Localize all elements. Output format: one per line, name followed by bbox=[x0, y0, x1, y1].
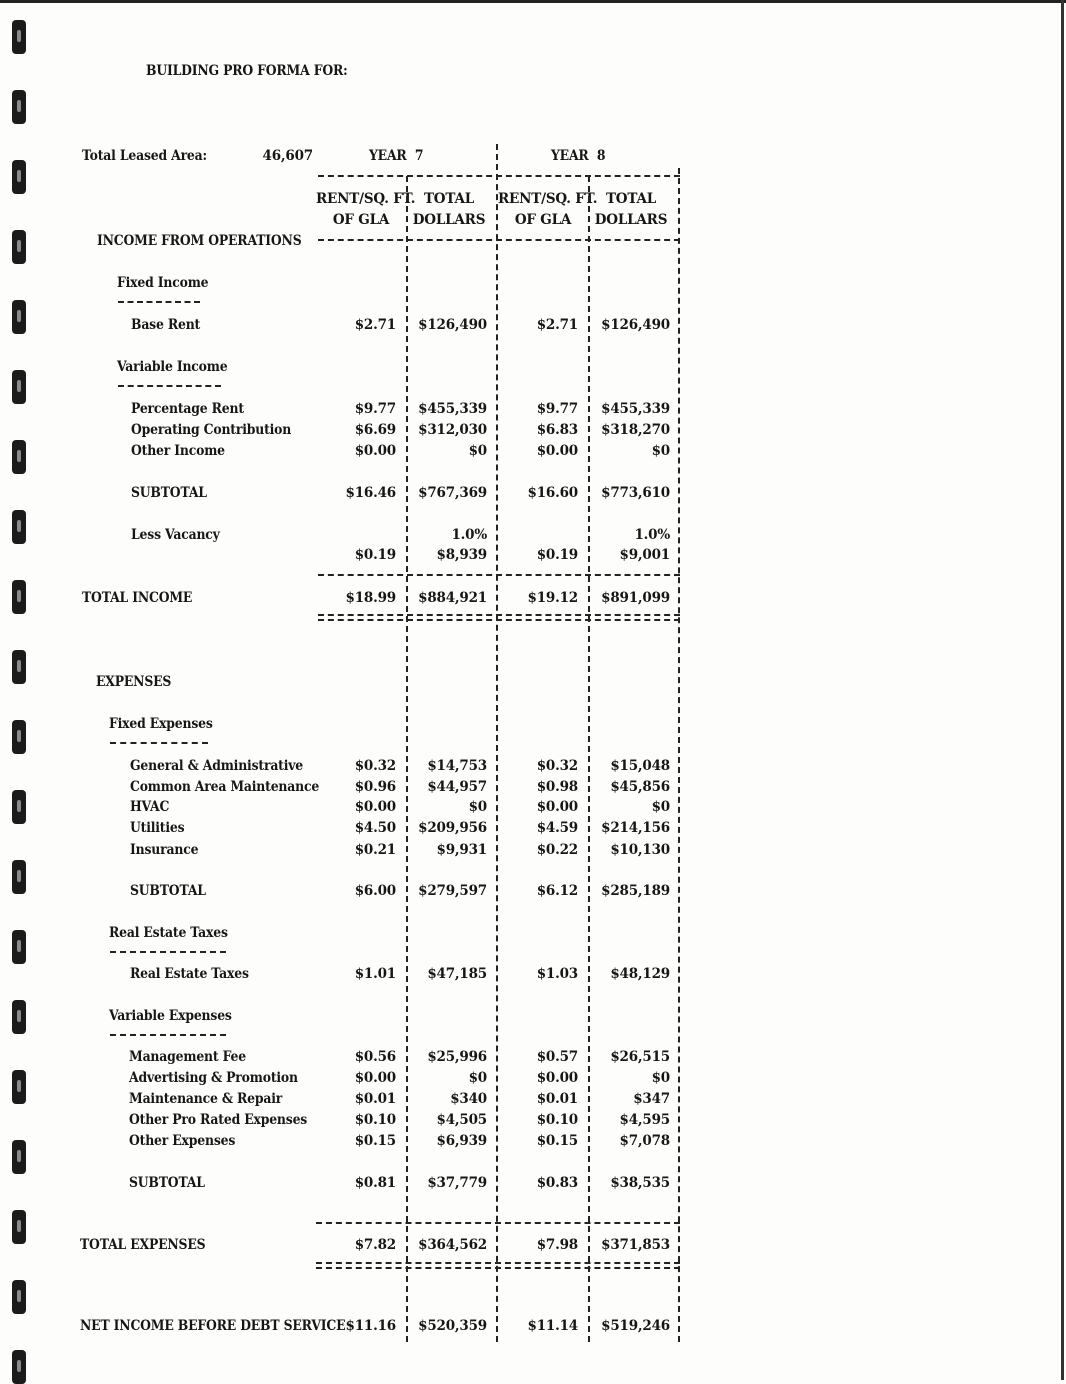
y7-rent-value: $0.00 bbox=[354, 1070, 396, 1086]
y7-rent-value: $0.15 bbox=[354, 1133, 396, 1149]
y7-total-value: $209,956 bbox=[418, 820, 487, 836]
y8-rent-value: $0.15 bbox=[536, 1133, 578, 1149]
y8-rent-value: $0.10 bbox=[536, 1112, 578, 1128]
y8-total-value: $0 bbox=[651, 443, 670, 459]
y7-rent-value: $18.99 bbox=[345, 590, 396, 606]
y8-total-value: $891,099 bbox=[601, 590, 670, 606]
binder-hole bbox=[12, 230, 26, 264]
y8-rent-header-2: OF GLA bbox=[514, 212, 572, 228]
y8-rent-value: $16.60 bbox=[527, 485, 578, 501]
y8-rent-value: $1.03 bbox=[536, 966, 578, 982]
y7-total-value: $9,931 bbox=[436, 842, 487, 858]
row-label: NET INCOME BEFORE DEBT SERVICE bbox=[80, 1318, 346, 1334]
header-top-rule bbox=[318, 175, 680, 177]
y8-rent-value: $0.98 bbox=[536, 779, 578, 795]
row-label: General & Administrative bbox=[130, 758, 304, 774]
y7-total-value: $340 bbox=[450, 1091, 487, 1107]
y8-rent-value: $9.77 bbox=[536, 401, 578, 417]
row-label: TOTAL EXPENSES bbox=[80, 1237, 206, 1253]
y8-total-value: $318,270 bbox=[601, 422, 670, 438]
row-label: Advertising & Promotion bbox=[129, 1070, 298, 1086]
row-label: HVAC bbox=[130, 799, 170, 815]
binder-hole bbox=[12, 1140, 26, 1174]
y7-rent-value: $0.32 bbox=[354, 758, 396, 774]
y8-rent-value: $7.98 bbox=[536, 1237, 578, 1253]
y8-total-value: $48,129 bbox=[610, 966, 670, 982]
y8-total-value: 1.0% bbox=[634, 527, 670, 543]
row-label: Other Pro Rated Expenses bbox=[129, 1112, 308, 1128]
row-label: Other Income bbox=[131, 443, 225, 459]
binder-hole bbox=[12, 1350, 26, 1384]
real-estate-taxes-underline bbox=[110, 951, 226, 953]
y7-total-value: $6,939 bbox=[436, 1133, 487, 1149]
y7-rent-value: $9.77 bbox=[354, 401, 396, 417]
y7-total-header-2: DOLLARS bbox=[412, 212, 486, 228]
y8-rent-value: $0.00 bbox=[536, 443, 578, 459]
y8-total-value: $15,048 bbox=[610, 758, 670, 774]
y7-total-value: $4,505 bbox=[436, 1112, 487, 1128]
y8-total-value: $285,189 bbox=[601, 883, 670, 899]
y8-total-value: $455,339 bbox=[601, 401, 670, 417]
y7-rent-value: $2.71 bbox=[354, 317, 396, 333]
y8-rent-value: $4.59 bbox=[536, 820, 578, 836]
y7-total-value: $0 bbox=[468, 1070, 487, 1086]
y7-rent-value: $0.56 bbox=[354, 1049, 396, 1065]
y7-total-value: 1.0% bbox=[451, 527, 487, 543]
row-label: TOTAL INCOME bbox=[82, 590, 193, 606]
section-fixed-expenses: Fixed Expenses bbox=[109, 716, 213, 732]
y8-total-value: $0 bbox=[651, 1070, 670, 1086]
y7-rent-value: $0.96 bbox=[354, 779, 396, 795]
row-label: Management Fee bbox=[129, 1049, 246, 1065]
y7-total-value: $279,597 bbox=[418, 883, 487, 899]
row-label: Common Area Maintenance bbox=[130, 779, 320, 795]
binder-hole bbox=[12, 510, 26, 544]
y8-rent-value: $0.22 bbox=[536, 842, 578, 858]
y8-rent-value: $11.14 bbox=[527, 1318, 578, 1334]
y8-rent-value: $0.19 bbox=[536, 547, 578, 563]
row-label: Operating Contribution bbox=[131, 422, 292, 438]
y8-rent-value: $6.83 bbox=[536, 422, 578, 438]
y7-rent-value: $0.10 bbox=[354, 1112, 396, 1128]
binder-hole bbox=[12, 300, 26, 334]
binder-hole bbox=[12, 1280, 26, 1314]
y8-total-value: $519,246 bbox=[601, 1318, 670, 1334]
year-8-heading: YEAR 8 bbox=[551, 148, 606, 164]
income-total-rule bbox=[318, 574, 680, 576]
section-fixed-income: Fixed Income bbox=[117, 275, 209, 291]
y8-rent-value: $0.32 bbox=[536, 758, 578, 774]
y7-rent-header-2: OF GLA bbox=[332, 212, 390, 228]
y7-rent-value: $6.69 bbox=[354, 422, 396, 438]
y7-rent-value: $1.01 bbox=[354, 966, 396, 982]
binder-hole bbox=[12, 720, 26, 754]
y8-total-value: $9,001 bbox=[619, 547, 670, 563]
row-label: Percentage Rent bbox=[131, 401, 244, 417]
binder-hole bbox=[12, 1000, 26, 1034]
binder-hole bbox=[12, 1070, 26, 1104]
y7-total-value: $25,996 bbox=[427, 1049, 487, 1065]
binder-hole bbox=[12, 370, 26, 404]
y8-total-value: $38,535 bbox=[610, 1175, 670, 1191]
y7-total-value: $47,185 bbox=[427, 966, 487, 982]
row-label: SUBTOTAL bbox=[131, 485, 207, 501]
y7-rent-value: $16.46 bbox=[345, 485, 396, 501]
y8-rent-value: $0.00 bbox=[536, 1070, 578, 1086]
y7-rent-header-1: RENT/SQ. FT. bbox=[316, 191, 416, 207]
expenses-double-rule bbox=[316, 1262, 680, 1269]
y7-rent-value: $7.82 bbox=[354, 1237, 396, 1253]
y8-rent-value: $0.57 bbox=[536, 1049, 578, 1065]
y8-total-header-1: TOTAL bbox=[605, 191, 657, 207]
year-7-heading: YEAR 7 bbox=[369, 148, 424, 164]
y7-rent-value: $0.00 bbox=[354, 443, 396, 459]
y7-total-value: $37,779 bbox=[427, 1175, 487, 1191]
row-label: SUBTOTAL bbox=[129, 1175, 205, 1191]
leased-area-label: Total Leased Area: bbox=[82, 148, 207, 164]
y8-total-header-2: DOLLARS bbox=[594, 212, 668, 228]
fixed-expenses-underline bbox=[110, 742, 208, 744]
y7-total-value: $312,030 bbox=[418, 422, 487, 438]
y7-rent-value: $0.21 bbox=[354, 842, 396, 858]
y7-rent-value: $0.00 bbox=[354, 799, 396, 815]
y7-total-header-1: TOTAL bbox=[423, 191, 475, 207]
section-income-operations: INCOME FROM OPERATIONS bbox=[97, 233, 302, 249]
y8-rent-value: $0.83 bbox=[536, 1175, 578, 1191]
y8-rent-value: $0.01 bbox=[536, 1091, 578, 1107]
y7-rent-value: $11.16 bbox=[345, 1318, 396, 1334]
y7-rent-value: $0.01 bbox=[354, 1091, 396, 1107]
binder-hole bbox=[12, 20, 26, 54]
row-label: Maintenance & Repair bbox=[129, 1091, 283, 1107]
y8-total-value: $4,595 bbox=[619, 1112, 670, 1128]
binder-hole bbox=[12, 930, 26, 964]
expenses-total-rule bbox=[316, 1222, 680, 1224]
row-label: Other Expenses bbox=[129, 1133, 236, 1149]
income-double-rule bbox=[318, 614, 680, 621]
y7-total-value: $0 bbox=[468, 443, 487, 459]
page-edge-top bbox=[0, 0, 1066, 3]
y8-total-value: $26,515 bbox=[610, 1049, 670, 1065]
leased-area-value: 46,607 bbox=[262, 148, 313, 164]
y8-rent-value: $19.12 bbox=[527, 590, 578, 606]
binder-hole bbox=[12, 860, 26, 894]
page-edge-right bbox=[1061, 0, 1064, 1380]
y7-total-value: $455,339 bbox=[418, 401, 487, 417]
y8-rent-header-1: RENT/SQ. FT. bbox=[498, 191, 598, 207]
header-bottom-rule bbox=[318, 239, 680, 241]
y8-total-value: $214,156 bbox=[601, 820, 670, 836]
y8-total-value: $773,610 bbox=[601, 485, 670, 501]
row-label: Real Estate Taxes bbox=[130, 966, 249, 982]
section-expenses: EXPENSES bbox=[96, 674, 172, 690]
y8-rent-value: $2.71 bbox=[536, 317, 578, 333]
row-label: SUBTOTAL bbox=[130, 883, 206, 899]
binder-hole bbox=[12, 90, 26, 124]
y7-total-value: $14,753 bbox=[427, 758, 487, 774]
row-label: Base Rent bbox=[131, 317, 201, 333]
y8-rent-value: $0.00 bbox=[536, 799, 578, 815]
y7-total-value: $0 bbox=[468, 799, 487, 815]
row-label: Less Vacancy bbox=[131, 527, 220, 543]
y8-total-value: $371,853 bbox=[601, 1237, 670, 1253]
y7-total-value: $884,921 bbox=[418, 590, 487, 606]
y8-total-value: $10,130 bbox=[610, 842, 670, 858]
y8-total-value: $0 bbox=[651, 799, 670, 815]
document-title: BUILDING PRO FORMA FOR: bbox=[146, 63, 348, 79]
y7-total-value: $44,957 bbox=[427, 779, 487, 795]
y8-total-value: $7,078 bbox=[619, 1133, 670, 1149]
binder-hole bbox=[12, 440, 26, 474]
y7-total-value: $126,490 bbox=[418, 317, 487, 333]
fixed-income-underline bbox=[118, 301, 200, 303]
y8-total-value: $126,490 bbox=[601, 317, 670, 333]
variable-expenses-underline bbox=[110, 1034, 226, 1036]
section-variable-expenses: Variable Expenses bbox=[109, 1008, 232, 1024]
binder-hole bbox=[12, 1210, 26, 1244]
section-variable-income: Variable Income bbox=[117, 359, 228, 375]
y7-total-value: $8,939 bbox=[436, 547, 487, 563]
y8-total-value: $45,856 bbox=[610, 779, 670, 795]
row-label: Insurance bbox=[130, 842, 199, 858]
variable-income-underline bbox=[118, 385, 221, 387]
row-label: Utilities bbox=[130, 820, 185, 836]
binder-hole bbox=[12, 650, 26, 684]
y7-rent-value: $6.00 bbox=[354, 883, 396, 899]
y7-rent-value: $4.50 bbox=[354, 820, 396, 836]
separator-right bbox=[678, 168, 680, 1342]
binder-holes bbox=[12, 0, 28, 1380]
y7-rent-value: $0.81 bbox=[354, 1175, 396, 1191]
binder-hole bbox=[12, 580, 26, 614]
y8-rent-value: $6.12 bbox=[536, 883, 578, 899]
y7-total-value: $520,359 bbox=[418, 1318, 487, 1334]
y7-rent-value: $0.19 bbox=[354, 547, 396, 563]
binder-hole bbox=[12, 160, 26, 194]
section-real-estate-taxes: Real Estate Taxes bbox=[109, 925, 228, 941]
y8-total-value: $347 bbox=[633, 1091, 670, 1107]
binder-hole bbox=[12, 790, 26, 824]
y7-total-value: $364,562 bbox=[418, 1237, 487, 1253]
y7-total-value: $767,369 bbox=[418, 485, 487, 501]
